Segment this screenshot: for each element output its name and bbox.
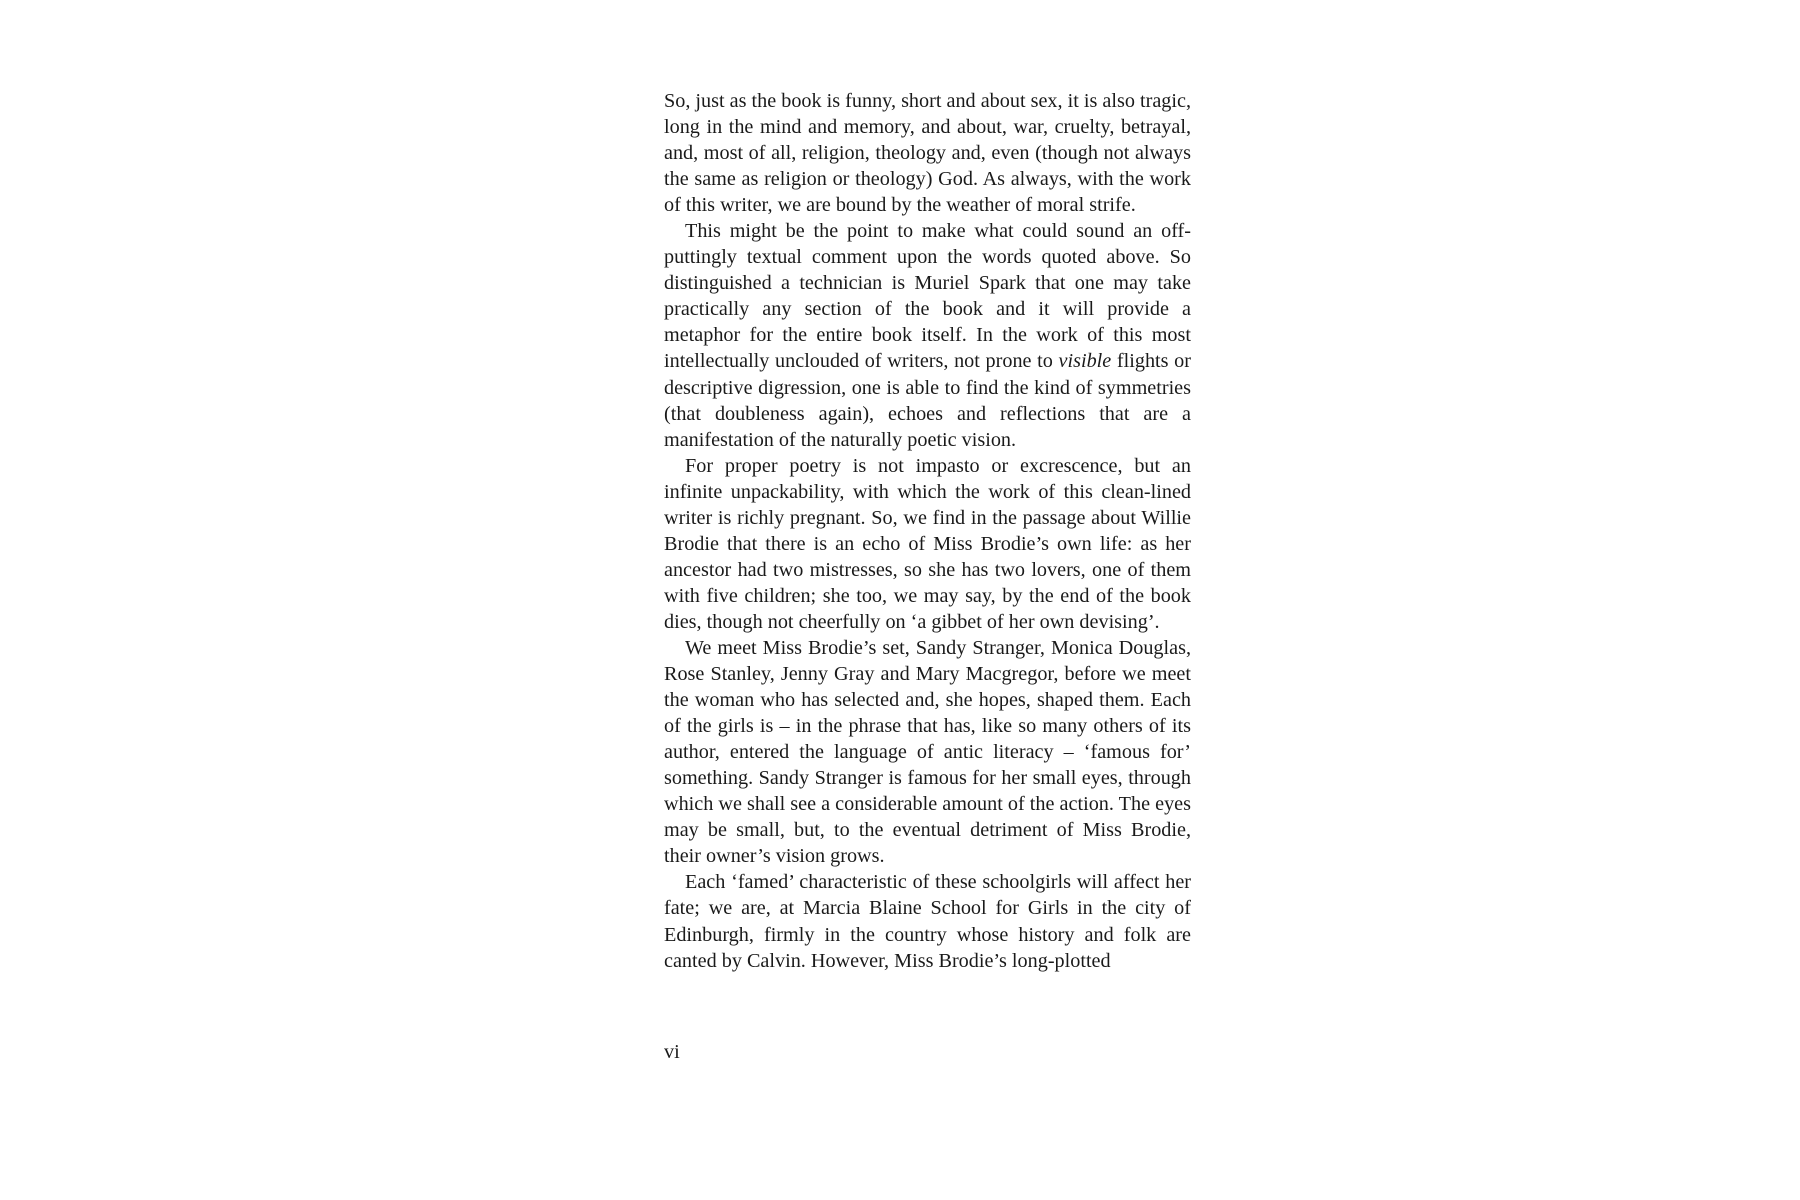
page-number: vi — [664, 1041, 680, 1063]
page-body — [664, 88, 1191, 974]
paragraph-4: We meet Miss Brodie’s set, Sandy Stranger, Monica Douglas, Rose Stanley, Jenny Gray and Mary Macgregor, before we meet the woman who has selected and, she hopes, shaped them. Each of the girls is – in the phrase that has, like so many others of its author, entered the language of antic literacy – ‘famous for’ something. Sandy Stranger is famous for her small eyes, through which we shall see a considerable amount of the action. The eyes may be small, but, to the eventual detriment of Miss Brodie, their owner’s vision grows. — [664, 636, 1191, 868]
paragraph-5: Each ‘famed’ characteristic of these schoolgirls will affect her fate; we are, at Marcia Blaine School for Girls in the city of Edinburgh, firmly in the country whose history and folk are canted by Calvin. However, Miss Brodie’s long-plotted — [664, 871, 1191, 972]
paragraph-2-text-start: This might be the point to make what could sound an off-puttingly textual comment upon the words quoted above. So distinguished a technician is Muriel Spark that one may take practically any section of the book and it will provide a metaphor for the entire book itself. In the work of this most intellectually unclouded of writers, not prone to — [664, 220, 1191, 373]
paragraph-2-text-end: flights or descriptive digression, one is able to find the kind of symmetries (that doubleness again), echoes and reflections that are a manifestation of the naturally poetic vision. — [664, 350, 1191, 451]
italic-word: visible — [1058, 350, 1112, 373]
paragraph-2 — [664, 218, 1191, 452]
paragraph-3: For proper poetry is not impasto or excrescence, but an infinite unpackability, with which the work of this clean-lined writer is richly pregnant. So, we find in the passage about Willie Brodie that there is an echo of Miss Brodie’s own life: as her ancestor had two mistresses, so she has two lovers, one of them with five children; she too, we may say, by the end of the book dies, though not cheerfully on ‘a gibbet of her own devising’. — [664, 454, 1191, 633]
paragraph-1: So, just as the book is funny, short and about sex, it is also tragic, long in the mind and memory, and about, war, cruelty, betrayal, and, most of all, religion, theology and, even (though not always the same as religion or theology) God. As always, with the work of this writer, we are bound by the weather of moral strife. — [664, 90, 1191, 217]
